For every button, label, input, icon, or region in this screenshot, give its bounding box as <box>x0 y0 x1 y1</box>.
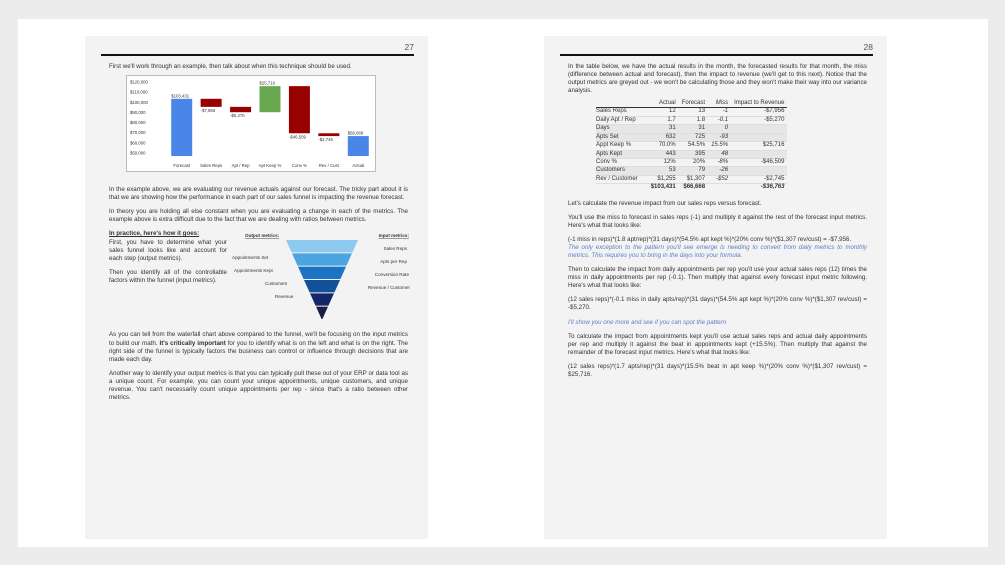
bar-rev-cust <box>318 133 339 136</box>
metric-cell: Sales Reps <box>596 108 648 116</box>
y-tick-label: $120,000 <box>130 79 148 85</box>
input-metric-label: Sales Reps <box>383 246 407 252</box>
funnel-band <box>298 267 346 279</box>
input-metric-label: Conversion Rate <box>374 272 409 278</box>
paragraph-1: In the example above, we are evaluating our revenue actuals against our forecast. The tricky part about it is that we are showing how the performance in each part of our sales funnel is impacting the revenue forecast. <box>109 186 408 202</box>
impact-cell: -$5,270 <box>731 116 787 124</box>
y-tick-label: $60,000 <box>130 140 146 146</box>
table-row <box>596 150 787 158</box>
bar-actual <box>348 136 369 156</box>
output-metric-label: Customers <box>265 281 288 287</box>
header-rule <box>101 54 414 56</box>
y-tick-label: $100,000 <box>130 99 148 105</box>
actual-cell: 70.0% <box>648 142 679 150</box>
input-metrics-title: Input metrics: <box>378 233 409 239</box>
impact-cell <box>731 125 787 133</box>
note-text: The only exception to the pattern you'll see emerge is needing to convert from daily metrics to monthly metrics. This requires you to bring in the days into your formula. <box>568 243 867 259</box>
funnel-band <box>286 240 358 252</box>
category-label: Apt Keep % <box>258 163 282 169</box>
miss-cell: -$52 <box>708 175 731 183</box>
metric-cell: Apts Set <box>596 133 648 141</box>
miss-cell: -0.1 <box>708 116 731 124</box>
forecast-cell: 31 <box>679 125 708 133</box>
paragraph-2: You'll use the miss to forecast in sales reps (-1) and multiply it against the rest of the forecast input metrics. Here's what that looks like: <box>568 213 867 229</box>
bar-forecast <box>171 99 192 156</box>
output-metric-label: Revenue <box>275 294 294 300</box>
miss-cell <box>708 184 731 192</box>
input-metric-label: Apts per Rep <box>380 259 407 265</box>
paragraph-3: As you can tell from the waterfall chart above compared to the funnel, we'll be focusing on the input metrics to build our math. It's critically important for you to identify what is on the left and what is on the right. The right side of the funnel is typically factors the business can control or influence through decisions that are made each day. <box>109 331 408 363</box>
metric-cell <box>596 184 648 192</box>
impact-cell: $25,716 <box>731 142 787 150</box>
bar-sales-reps <box>201 99 222 107</box>
paragraph-2: In theory you are holding all else constant when you are evaluating a change in each of the metrics. The example above is extra difficult due to the fact that we are dealing with ratios between metrics. <box>109 208 408 224</box>
column-header: Forecast <box>679 99 708 108</box>
total-forecast-cell: $66,668 <box>679 184 708 192</box>
practice-section <box>109 230 408 324</box>
actual-cell: 31 <box>648 125 679 133</box>
emphasis-text: It's critically important <box>159 339 226 347</box>
forecast-cell: 395 <box>679 150 708 158</box>
actual-cell: 443 <box>648 150 679 158</box>
practice-step-1: First, you have to determine what your sales funnel looks like and account for each step (output metrics). <box>109 238 227 262</box>
bar-apt-rep <box>230 107 251 112</box>
paragraph-1: Let's calculate the revenue impact from our sales reps versus forecast. <box>568 199 762 207</box>
column-header <box>596 99 648 108</box>
column-header: Actual <box>648 99 679 108</box>
y-tick-label: $110,000 <box>130 89 148 95</box>
page-number: 27 <box>404 42 414 52</box>
table-header-row <box>596 99 787 108</box>
miss-cell: 0 <box>708 125 731 133</box>
actual-cell: 1.7 <box>648 116 679 124</box>
formula-1: (-1 miss in reps)*(1.8 apt/rep)*(31 days)*(54.5% apt kept %)*(20% conv %)*($1,307 rev/cust) = -$7,956. The only exception to the pattern you'll see emerge is needing to convert from daily metrics to monthly metrics. This requires you to bring in the days into your formula. <box>568 235 867 259</box>
actual-cell: 53 <box>648 167 679 175</box>
data-label: -$7,956 <box>200 107 216 113</box>
table-row <box>596 133 787 141</box>
category-label: Rev / Cust <box>318 163 339 169</box>
table-row <box>596 175 787 183</box>
category-label: Conv % <box>291 163 307 169</box>
actual-cell: 12% <box>648 158 679 166</box>
practice-heading: In practice, here's how it goes: <box>109 230 200 238</box>
input-metric-label: Revenue / Customer <box>367 285 410 291</box>
y-tick-label: $80,000 <box>130 120 146 126</box>
table-row <box>596 142 787 150</box>
y-tick-label: $90,000 <box>130 110 146 116</box>
table-row <box>596 158 787 166</box>
output-metric-label: Appointments Set <box>232 255 269 261</box>
actual-cell: 12 <box>648 108 679 116</box>
metric-cell: Daily Apt / Rep <box>596 116 648 124</box>
forecast-cell: 20% <box>679 158 708 166</box>
forecast-cell: 13 <box>679 108 708 116</box>
category-label: Actual <box>352 163 365 169</box>
table-row <box>596 116 787 124</box>
table-row <box>596 108 787 116</box>
forecast-cell: 725 <box>679 133 708 141</box>
total-impact-cell: -$36,763 <box>731 184 787 192</box>
miss-cell: -26 <box>708 167 731 175</box>
header-rule <box>560 54 873 56</box>
bar-apt-keep- <box>260 86 281 112</box>
practice-step-2: Then you identify all of the controllable factors within the funnel (input metrics). <box>109 268 227 284</box>
intro-text: In the table below, we have the actual results in the month, the forecasted results for that month, the miss (difference between actual and forecast), then the impact to revenue (we'll get to this next). Notice that the output metrics are greyed out - we won't be calculating those and they won't make their way into our variance analysis. <box>568 63 867 95</box>
paragraph-4: Another way to identify your output metrics is that you can typically pull these out of your ERP or data tool as a unique count. For example, you can count your unique appointments, unique customers, and unique revenue. You can't necessarily count unique appointments per rep - since that's a ratio between other metrics. <box>109 369 408 402</box>
table-total-row <box>596 184 787 192</box>
actual-cell: $1,255 <box>648 175 679 183</box>
impact-cell <box>731 133 787 141</box>
table-row <box>596 167 787 175</box>
column-header: Impact to Revenue <box>731 99 787 108</box>
document-viewer <box>18 19 988 547</box>
metric-cell: Days <box>596 125 648 133</box>
metric-cell: Conv % <box>596 158 648 166</box>
data-label: -$2,745 <box>318 137 333 143</box>
impact-cell <box>731 167 787 175</box>
total-actual-cell: $103,431 <box>648 184 679 192</box>
forecast-cell: 54.5% <box>679 142 708 150</box>
note-text-2: I'll show you one more and see if you can spot the pattern <box>568 318 727 326</box>
miss-cell: 15.5% <box>708 142 731 150</box>
y-tick-label: $50,000 <box>130 150 146 156</box>
data-label: $66,668 <box>347 130 364 136</box>
paragraph-4: To calculate the impact from appointments kept you'll use actual sales reps and actual daily appointments per rep and multiply it against the beat in appointments kept (+15.5%). Then multiply that against the remainder of the forecast input metrics. Here's what that looks like: <box>568 332 867 356</box>
bar-conv- <box>289 86 310 133</box>
actual-cell: 632 <box>648 133 679 141</box>
table-row <box>596 125 787 133</box>
data-label: $103,431 <box>171 93 190 99</box>
y-tick-label: $70,000 <box>130 130 146 136</box>
impact-cell: -$46,509 <box>731 158 787 166</box>
funnel-band <box>316 307 328 319</box>
metric-cell: Appt Keep % <box>596 142 648 150</box>
funnel-band <box>292 254 352 266</box>
miss-cell: -8% <box>708 158 731 166</box>
output-metrics-title: Output metrics: <box>245 233 280 239</box>
category-label: Apt / Rep <box>231 163 250 169</box>
impact-cell: -$7,956 <box>731 108 787 116</box>
miss-cell: -93 <box>708 133 731 141</box>
data-label: -$46,509 <box>288 134 306 140</box>
paragraph-3: Then to calculate the impact from daily appointments per rep you'll use your actual sales reps (12) times the miss in daily appointments per rep (-0.1). Then multiply that against every forecast input metric following. Here's what that looks like: <box>568 266 867 290</box>
data-label: $25,716 <box>259 80 276 86</box>
category-label: Forecast <box>173 163 191 169</box>
formula-3: (12 sales reps)*(1.7 apts/rep)*(31 days)*(15.5% beat in apt keep %)*(20% conv %)*($1,307 rev/cust) = $25,716. <box>568 362 867 379</box>
forecast-cell: $1,307 <box>679 175 708 183</box>
impact-cell: -$2,745 <box>731 175 787 183</box>
formula-2: (12 sales reps)*(-0.1 miss in daily apts/rep)*(31 days)*(54.5% apt kept %)*(20% conv %)*($1,307 rev/cust) = -$5,270. <box>568 296 867 312</box>
output-metric-label: Appointments Kept <box>234 268 273 274</box>
page-27 <box>85 36 428 539</box>
data-label: -$5,270 <box>230 113 245 119</box>
forecast-cell: 1.8 <box>679 116 708 124</box>
waterfall-svg <box>127 76 377 173</box>
funnel-band <box>304 280 340 292</box>
variance-table <box>596 99 787 191</box>
forecast-cell: 79 <box>679 167 708 175</box>
impact-cell <box>731 150 787 158</box>
metric-cell: Customers <box>596 167 648 175</box>
sales-funnel-diagram <box>232 230 410 324</box>
waterfall-chart <box>126 75 376 172</box>
category-label: Sales Reps <box>200 163 223 169</box>
metric-cell: Apts Kept <box>596 150 648 158</box>
page-28 <box>544 36 887 539</box>
page-number: 28 <box>863 42 873 52</box>
column-header: Miss <box>708 99 731 108</box>
miss-cell: 48 <box>708 150 731 158</box>
miss-cell: -1 <box>708 108 731 116</box>
metric-cell: Rev / Customer <box>596 175 648 183</box>
intro-text: First we'll work through an example, then talk about when this technique should be used. <box>109 63 352 70</box>
funnel-band <box>310 294 334 306</box>
